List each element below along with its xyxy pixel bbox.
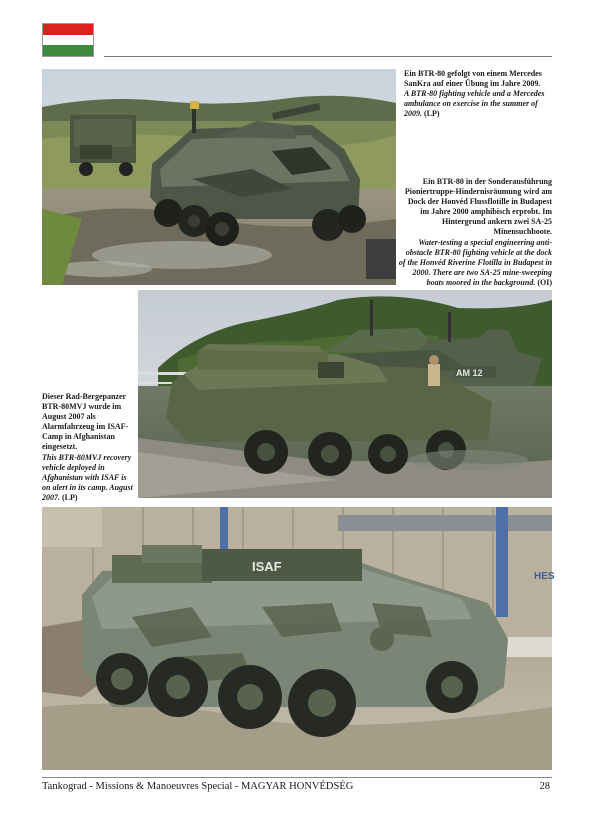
header-rule — [104, 56, 552, 57]
photo-btr80-amphibious-test — [138, 290, 552, 498]
photo-btr80mvj-isaf-camp — [42, 507, 555, 770]
background-marking: HES — [534, 571, 555, 582]
caption-photo1-credit: (LP) — [424, 109, 440, 119]
footer-publication-title: Tankograd - Missions & Manoeuvres Special - MAGYAR HONVÉDSÉG — [42, 781, 354, 792]
hungarian-flag — [42, 23, 94, 57]
caption-photo3 — [42, 392, 136, 503]
photo-btr80-exercise — [42, 69, 396, 285]
boat-hull-number: AM 12 — [456, 368, 483, 378]
caption-photo2-english: Water-testing a special engineering anti-obstacle BTR-80 fighting vehicle at the dock of the Honvéd Riverine Flotilla in Budapest in 2000. There are two SA-25 mine-sweeping boats moored in the background. — [398, 237, 552, 287]
caption-photo1 — [404, 69, 554, 119]
caption-photo2-german: Ein BTR-80 in der Sonderausführung Pioniertruppe-Hindernisräumung wird am Dock der Honvéd Flussflotille in Budapest im Jahre 2000 amphibisch erprobt. Im Hintergrund ankern zwei SA-25 Minensuchboote. — [404, 177, 552, 237]
caption-photo3-english: This BTR-80MVJ recovery vehicle deployed in Afghanistan with ISAF is on alert in its camp. August 2007. — [42, 452, 133, 502]
caption-photo2-credit: (OI) — [537, 277, 552, 287]
vehicle-isaf-marking: ISAF — [252, 559, 282, 574]
caption-photo3-credit: (LP) — [62, 492, 78, 502]
footer-rule — [42, 777, 552, 778]
caption-photo1-english: A BTR-80 fighting vehicle and a Mercedes ambulance on exercise in the summer of 2009. — [404, 89, 545, 119]
caption-photo2 — [398, 177, 552, 288]
page-number: 28 — [539, 781, 550, 792]
caption-photo1-german: Ein BTR-80 gefolgt von einem Mercedes SanKra auf einer Übung im Jahre 2009. — [404, 69, 542, 89]
caption-photo3-german: Dieser Rad-Bergepanzer BTR-80MVJ wurde im August 2007 als Alarmfahrzeug im ISAF-Camp in Afghanistan eingesetzt. — [42, 392, 129, 452]
